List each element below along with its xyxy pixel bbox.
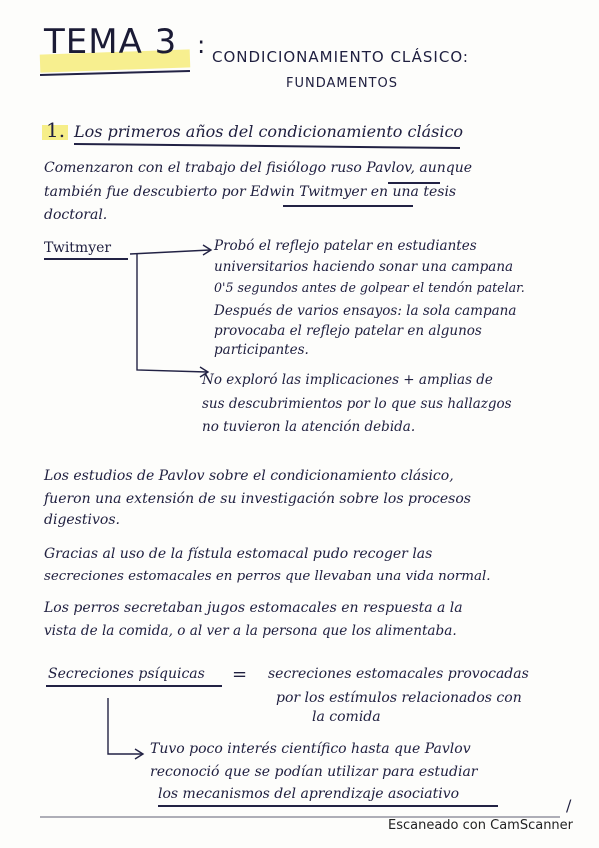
twitmyer-name-underline <box>283 205 413 207</box>
twitmyer-b1-line4: Después de varios ensayos: la sola campana <box>214 303 517 319</box>
twitmyer-b1-line6: participantes. <box>214 342 309 358</box>
intro-line1: Comenzaron con el trabajo del fisiólogo ruso Pavlov, aunque <box>44 160 473 176</box>
psychic-def-line2: por los estímulos relacionados con <box>276 690 522 706</box>
twitmyer-label: Twitmyer <box>44 240 112 256</box>
pavlov-para-line2: fueron una extensión de su investigación sobre los procesos <box>44 491 471 507</box>
psychic-note-underline <box>158 805 498 807</box>
pavlov-para-line3: digestivos. <box>44 512 120 528</box>
twitmyer-b2-line3: no tuvieron la atención debida. <box>202 419 416 435</box>
psychic-term-underline <box>46 685 222 687</box>
twitmyer-b1-line3: 0'5 segundos antes de golpear el tendón patelar. <box>214 280 525 295</box>
psychic-term: Secreciones psíquicas <box>48 666 205 682</box>
twitmyer-arrows <box>125 238 220 378</box>
arrow-right-2 <box>137 254 207 372</box>
dogs-line2: vista de la comida, o al ver a la persona que los alimentaba. <box>44 623 457 639</box>
section-heading-underline <box>74 143 460 149</box>
title-colon: : <box>197 31 207 59</box>
subtitle-line2: FUNDAMENTOS <box>286 76 398 91</box>
psychic-def-line3: la comida <box>312 709 381 725</box>
fistula-line1: Gracias al uso de la fístula estomacal pudo recoger las <box>44 546 433 562</box>
section-number: 1. <box>46 118 66 142</box>
psychic-def-line1: secreciones estomacales provocadas <box>268 666 529 682</box>
pavlov-para-line1: Los estudios de Pavlov sobre el condicionamiento clásico, <box>44 468 454 484</box>
twitmyer-b2-line2: sus descubrimientos por lo que sus hallazgos <box>202 396 512 412</box>
psychic-note-line2: reconoció que se podían utilizar para estudiar <box>150 764 478 780</box>
page-title <box>44 22 206 62</box>
psychic-note-line3: los mecanismos del aprendizaje asociativo <box>158 786 460 802</box>
subtitle-line1: CONDICIONAMIENTO CLÁSICO: <box>212 48 469 66</box>
arrow-right-1 <box>130 250 210 254</box>
section-heading: Los primeros años del condicionamiento clásico <box>74 122 464 141</box>
intro-line3: doctoral. <box>44 207 108 223</box>
twitmyer-b1-line1: Probó el reflejo patelar en estudiantes <box>214 238 477 254</box>
twitmyer-b1-line2: universitarios haciendo sonar una campana <box>214 259 514 275</box>
psychic-arrow <box>100 696 150 762</box>
intro-line2: también fue descubierto por Edwin Twitmyer en una tesis <box>44 184 457 200</box>
title-text: TEMA 3 <box>44 22 178 62</box>
psychic-arrow-line <box>108 698 142 754</box>
dogs-line1: Los perros secretaban jugos estomacales en respuesta a la <box>44 600 463 616</box>
camscanner-watermark: Escaneado con CamScanner <box>388 818 574 833</box>
twitmyer-label-underline <box>44 258 128 260</box>
psychic-note-line1: Tuvo poco interés científico hasta que Pavlov <box>150 741 471 757</box>
psychic-equals: = <box>232 664 248 685</box>
fistula-line2: secreciones estomacales en perros que llevaban una vida normal. <box>44 569 491 584</box>
twitmyer-b2-line1: No exploró las implicaciones + amplias de <box>202 372 493 388</box>
page-mark: / <box>566 796 572 815</box>
twitmyer-b1-line5: provocaba el reflejo patelar en algunos <box>214 323 482 339</box>
